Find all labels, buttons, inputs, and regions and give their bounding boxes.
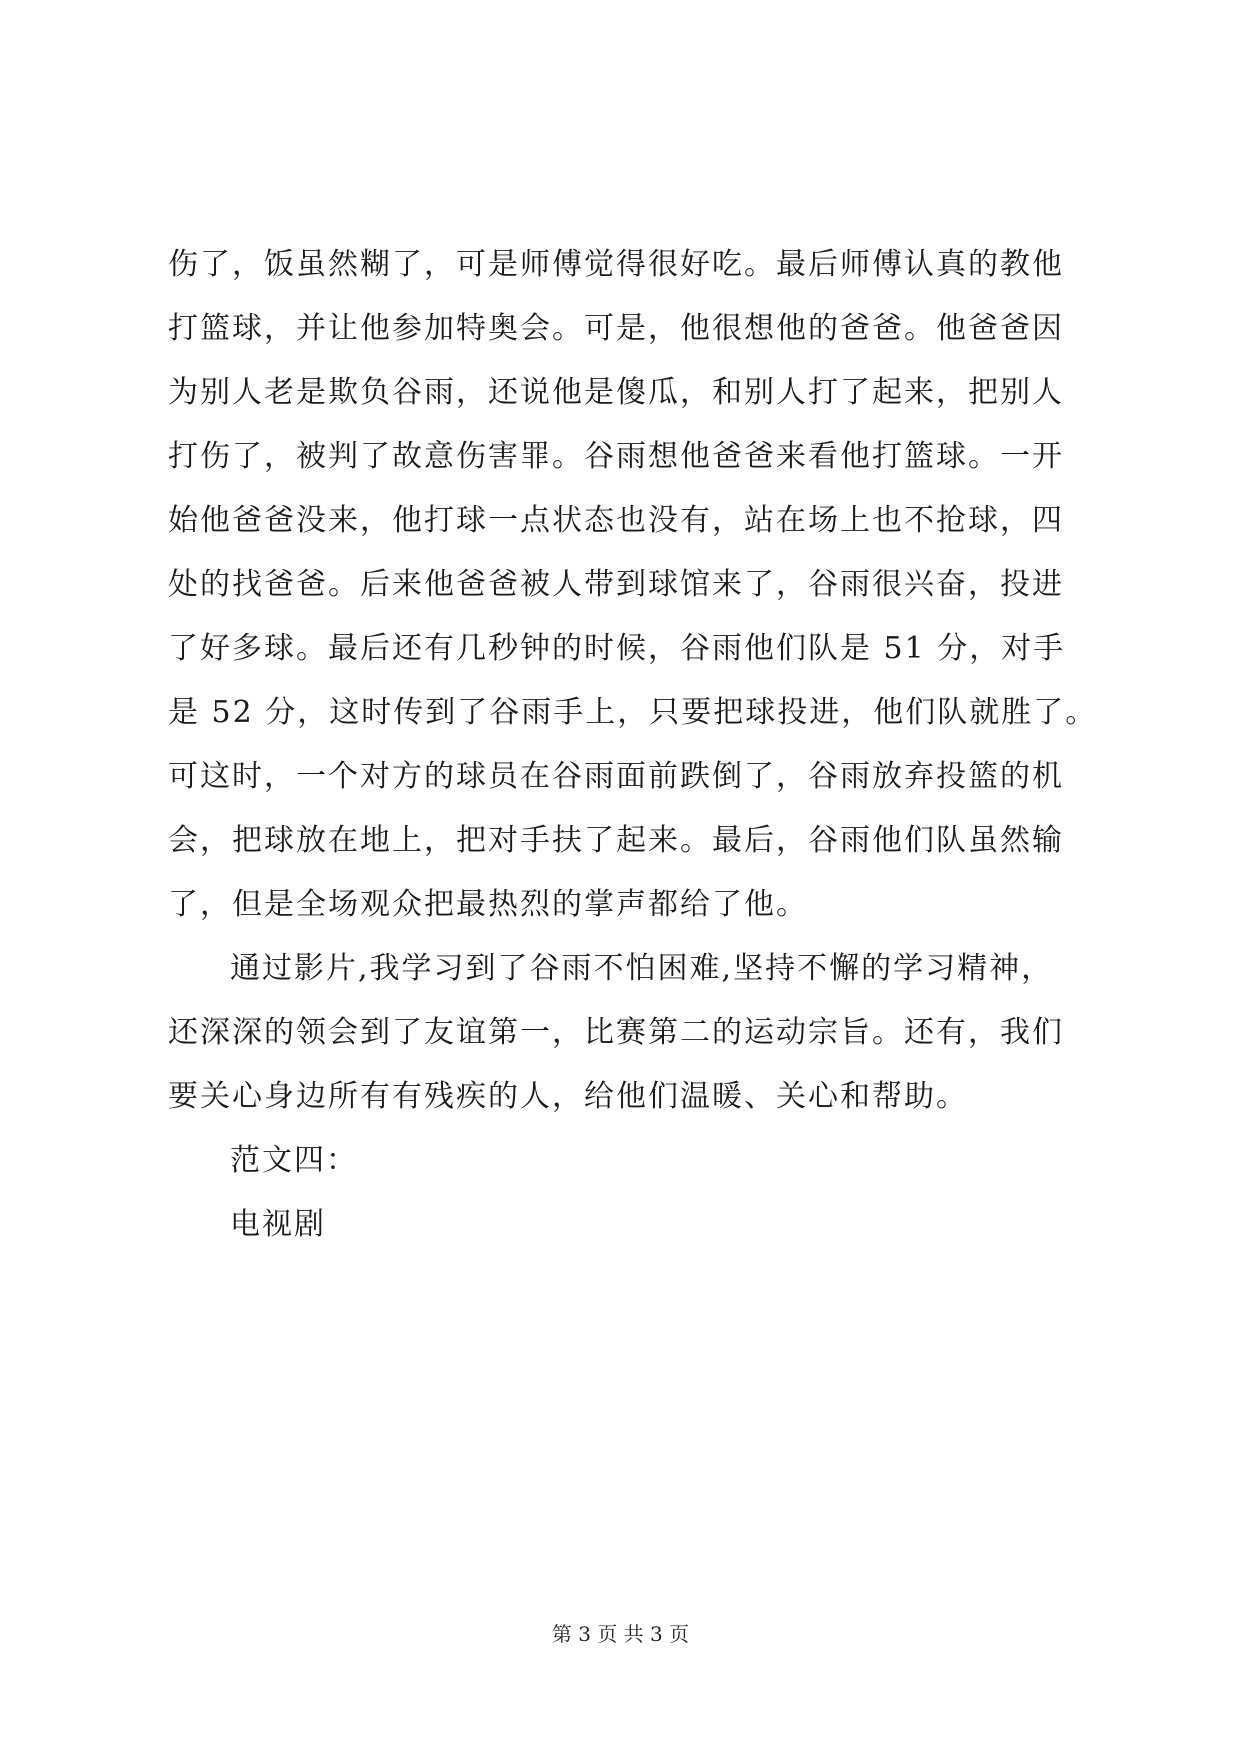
page-number-footer: 第 3 页 共 3 页: [551, 1622, 690, 1646]
text-line: 还深深的领会到了友谊第一，比赛第二的运动宗旨。还有，我们: [168, 1015, 1064, 1050]
document-body: [168, 233, 1098, 1257]
text-line: 伤了，饭虽然糊了，可是师傅觉得很好吃。最后师傅认真的教他: [168, 247, 1064, 282]
text-line: 为别人老是欺负谷雨，还说他是傻瓜，和别人打了起来，把别人: [168, 375, 1064, 410]
text-line: 会，把球放在地上，把对手扶了起来。最后，谷雨他们队虽然输: [168, 823, 1064, 858]
text-line: 是 52 分，这时传到了谷雨手上，只要把球投进，他们队就胜了。: [168, 695, 1098, 730]
text-line: 打篮球，并让他参加特奥会。可是，他很想他的爸爸。他爸爸因: [168, 311, 1064, 346]
section-title: 电视剧: [230, 1207, 326, 1242]
text-line: 始他爸爸没来，他打球一点状态也没有，站在场上也不抢球，四: [168, 503, 1064, 538]
section-heading: 范文四：: [230, 1143, 358, 1178]
text-line: 了好多球。最后还有几秒钟的时候，谷雨他们队是 51 分，对手: [168, 631, 1066, 666]
text-line: 了，但是全场观众把最热烈的掌声都给了他。: [168, 887, 808, 922]
text-line: 打伤了，被判了故意伤害罪。谷雨想他爸爸来看他打篮球。一开: [168, 439, 1064, 474]
text-line: 处的找爸爸。后来他爸爸被人带到球馆来了，谷雨很兴奋，投进: [168, 567, 1064, 602]
text-line: 可这时，一个对方的球员在谷雨面前跌倒了，谷雨放弃投篮的机: [168, 759, 1064, 794]
paragraph-first-line: 通过影片,我学习到了谷雨不怕困难,坚持不懈的学习精神，: [230, 951, 1054, 986]
text-line: 要关心身边所有有残疾的人，给他们温暖、关心和帮助。: [168, 1079, 968, 1114]
